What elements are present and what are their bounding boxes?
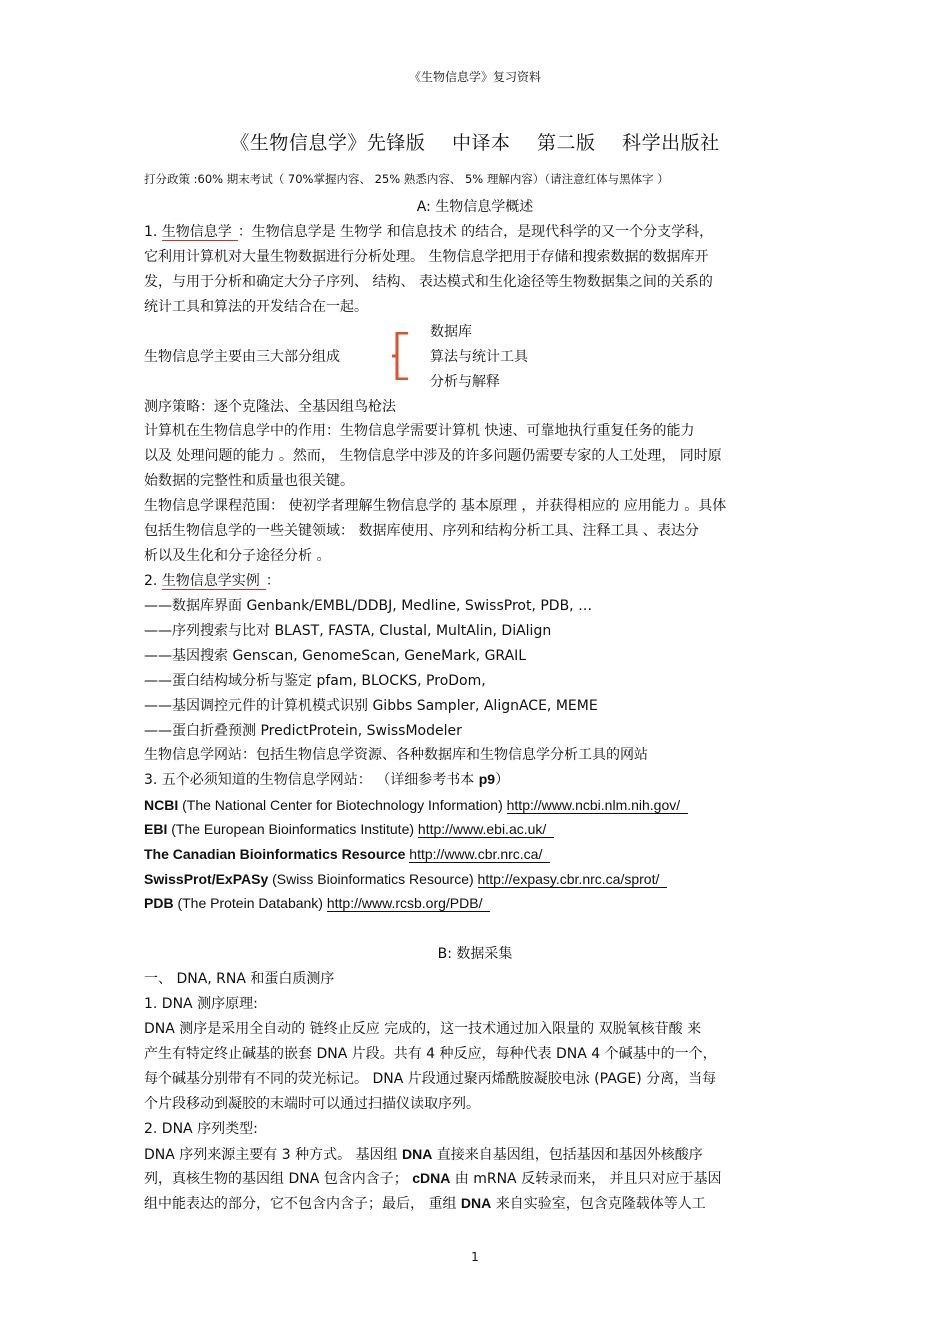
para2-number: 2. — [144, 573, 162, 589]
document-title — [0, 128, 950, 155]
example-item: ——蛋白折叠预测 PredictProtein, SwissModeler — [144, 723, 462, 739]
site-cbr — [144, 846, 550, 862]
site-link[interactable]: http://www.ebi.ac.uk/ — [418, 821, 554, 838]
grading-policy: 打分政策 :60% 期末考试（ 70%掌握内容、 25% 熟悉内容、 5% 理解内容）（请注意红体与黑体字 ） — [144, 172, 669, 186]
dna-principle-line3: 每个碱基分别带有不同的荧光标记。 DNA 片段通过聚丙烯酰胺凝胶电泳 (PAGE) 分离，当每 — [144, 1071, 717, 1087]
example-item: ——基因调控元件的计算机模式识别 Gibbs Sampler, AlignACE, MEME — [144, 698, 598, 714]
example-item: ——序列搜索与比对 BLAST, FASTA, Clustal, MultAlin, DiAlign — [144, 623, 552, 639]
site-link[interactable]: http://expasy.cbr.nrc.ca/sprot/ — [478, 871, 668, 888]
section-a-heading: A: 生物信息学概述 — [416, 199, 534, 215]
three-parts-label: 生物信息学主要由三大部分组成 — [144, 349, 340, 365]
site-name: EBI — [144, 821, 168, 837]
three-parts-item-analysis: 分析与解释 — [430, 374, 500, 390]
term-examples: 生物信息学实例 — [162, 573, 266, 590]
dna-types-text: 组中能表达的部分，它不包含内含子；最后， 重组 — [144, 1196, 461, 1212]
computer-role-line2: 以及 处理问题的能力 。然而， 生物信息学中涉及的许多问题仍需要专家的人工处理， 同时原 — [144, 448, 722, 464]
para1-line3: 发，与用于分析和确定大分子序列、 结构、 表达模式和生化途径等生物数据集之间的关系的 — [144, 274, 713, 290]
course-scope-line1: 生物信息学课程范围： 使初学者理解生物信息学的 基本原理 ，并获得相应的 应用能力 。具体 — [144, 498, 727, 514]
course-scope-line3: 析以及生化和分子途径分析 。 — [144, 548, 331, 564]
three-parts-item-algorithms: 算法与统计工具 — [430, 349, 528, 365]
site-name: SwissProt/ExPASy — [144, 871, 269, 887]
para1-line1 — [144, 221, 713, 241]
site-link[interactable]: http://www.rcsb.org/PDB/ — [327, 895, 491, 912]
course-scope-line2: 包括生物信息学的一些关键领域： 数据库使用、序列和结构分析工具、注释工具 、表达分 — [144, 523, 699, 539]
site-desc: (The Protein Databank) — [173, 895, 327, 911]
dna-principle-line2: 产生有特定终止碱基的嵌套 DNA 片段。共有 4 种反应，每种代表 DNA 4 个碱基中的一个， — [144, 1046, 717, 1062]
site-desc: (Swiss Bioinformatics Resource) — [268, 871, 478, 887]
site-expasy — [144, 871, 667, 887]
site-name: The Canadian Bioinformatics Resource — [144, 846, 406, 862]
site-link[interactable]: http://www.cbr.nrc.ca/ — [409, 846, 550, 863]
dna-types-text: 直接来自基因组，包括基因和基因外核酸序 — [432, 1147, 703, 1163]
para1-line4: 统计工具和算法的开发结合在一起。 — [144, 299, 368, 315]
para1-line2: 它利用计算机对大量生物数据进行分析处理。 生物信息学把用于存储和搜索数据的数据库开 — [144, 249, 709, 265]
para1-number: 1. — [144, 224, 162, 240]
dna-principle-line1: DNA 测序是采用全自动的 链终止反应 完成的，这一技术通过加入限量的 双脱氧核苷酸 来 — [144, 1021, 702, 1037]
example-item: ——蛋白结构域分析与鉴定 pfam, BLOCKS, ProDom, — [144, 673, 486, 689]
b1-1-heading: 1. DNA 测序原理: — [144, 996, 258, 1012]
dna-principle-line4: 个片段移动到凝胶的末端时可以通过扫描仪读取序列。 — [144, 1096, 480, 1112]
site-desc: (The National Center for Biotechnology Information) — [178, 797, 507, 813]
b1-heading: 一、 DNA, RNA 和蛋白质测序 — [144, 971, 335, 987]
title-main: 《生物信息学》先锋版 — [230, 132, 426, 154]
para2-heading — [144, 570, 280, 590]
page-header: 《生物信息学》复习资料 — [408, 70, 541, 84]
dna-types-text: 列，真核生物的基因组 DNA 包含内含子； — [144, 1171, 413, 1187]
dna-types-text: 来自实验室，包含克隆载体等人工 — [491, 1196, 706, 1212]
page-number: 1 — [471, 1250, 479, 1264]
title-part4: 科学出版社 — [622, 132, 720, 154]
title-part2: 中译本 — [451, 132, 511, 154]
site-pdb — [144, 895, 490, 911]
example-item: ——基因搜索 Genscan, GenomeScan, GeneMark, GRAIL — [144, 648, 527, 664]
websites-definition: 生物信息学网站：包括生物信息学资源、各种数据库和生物信息学分析工具的网站 — [144, 747, 648, 763]
dna-types-line1 — [144, 1144, 703, 1164]
term-bioinformatics: 生物信息学 — [162, 224, 238, 241]
bold-term-cdna: cDNA — [412, 1170, 451, 1186]
site-link[interactable]: http://www.ncbi.nlm.nih.gov/ — [507, 797, 689, 814]
three-parts-item-database: 数据库 — [430, 324, 472, 340]
dna-types-line3 — [144, 1193, 706, 1213]
section-b-heading: B: 数据采集 — [437, 946, 513, 962]
computer-role-line3: 始数据的完整性和质量也很关键。 — [144, 473, 354, 489]
bold-term-genomic-dna: DNA — [402, 1146, 433, 1162]
dna-types-text: DNA 序列来源主要有 3 种方式。 基因组 — [144, 1147, 402, 1163]
site-name: PDB — [144, 895, 174, 911]
site-ebi — [144, 821, 554, 837]
sequencing-strategy: 测序策略：逐个克隆法、全基因组鸟枪法 — [144, 399, 396, 415]
site-name: NCBI — [144, 797, 179, 813]
dna-types-text: 由 mRNA 反转录而来， 并且只对应于基因 — [450, 1171, 722, 1187]
para3-page-ref: p9 — [478, 771, 496, 787]
example-item: ——数据库界面 Genbank/EMBL/DDBJ, Medline, SwissProt, PDB, … — [144, 598, 593, 614]
site-ncbi — [144, 797, 688, 813]
para2-colon: ： — [265, 573, 280, 589]
dna-types-line2 — [144, 1168, 722, 1188]
para3-text: 3. 五个必须知道的生物信息学网站： （详细参考书本 — [144, 772, 479, 788]
para3-end: ） — [495, 772, 510, 788]
bold-term-recombinant-dna: DNA — [460, 1195, 492, 1211]
para1-text: ：生物信息学是 生物学 和信息技术 的结合，是现代科学的又一个分支学科， — [237, 224, 714, 240]
para3-heading — [144, 769, 509, 789]
brace-bracket-icon — [392, 332, 410, 380]
title-part3: 第二版 — [537, 132, 596, 154]
b1-2-heading: 2. DNA 序列类型: — [144, 1121, 258, 1137]
computer-role-line1: 计算机在生物信息学中的作用：生物信息学需要计算机 快速、可靠地执行重复任务的能力 — [144, 423, 695, 439]
site-desc: (The European Bioinformatics Institute) — [167, 821, 418, 837]
